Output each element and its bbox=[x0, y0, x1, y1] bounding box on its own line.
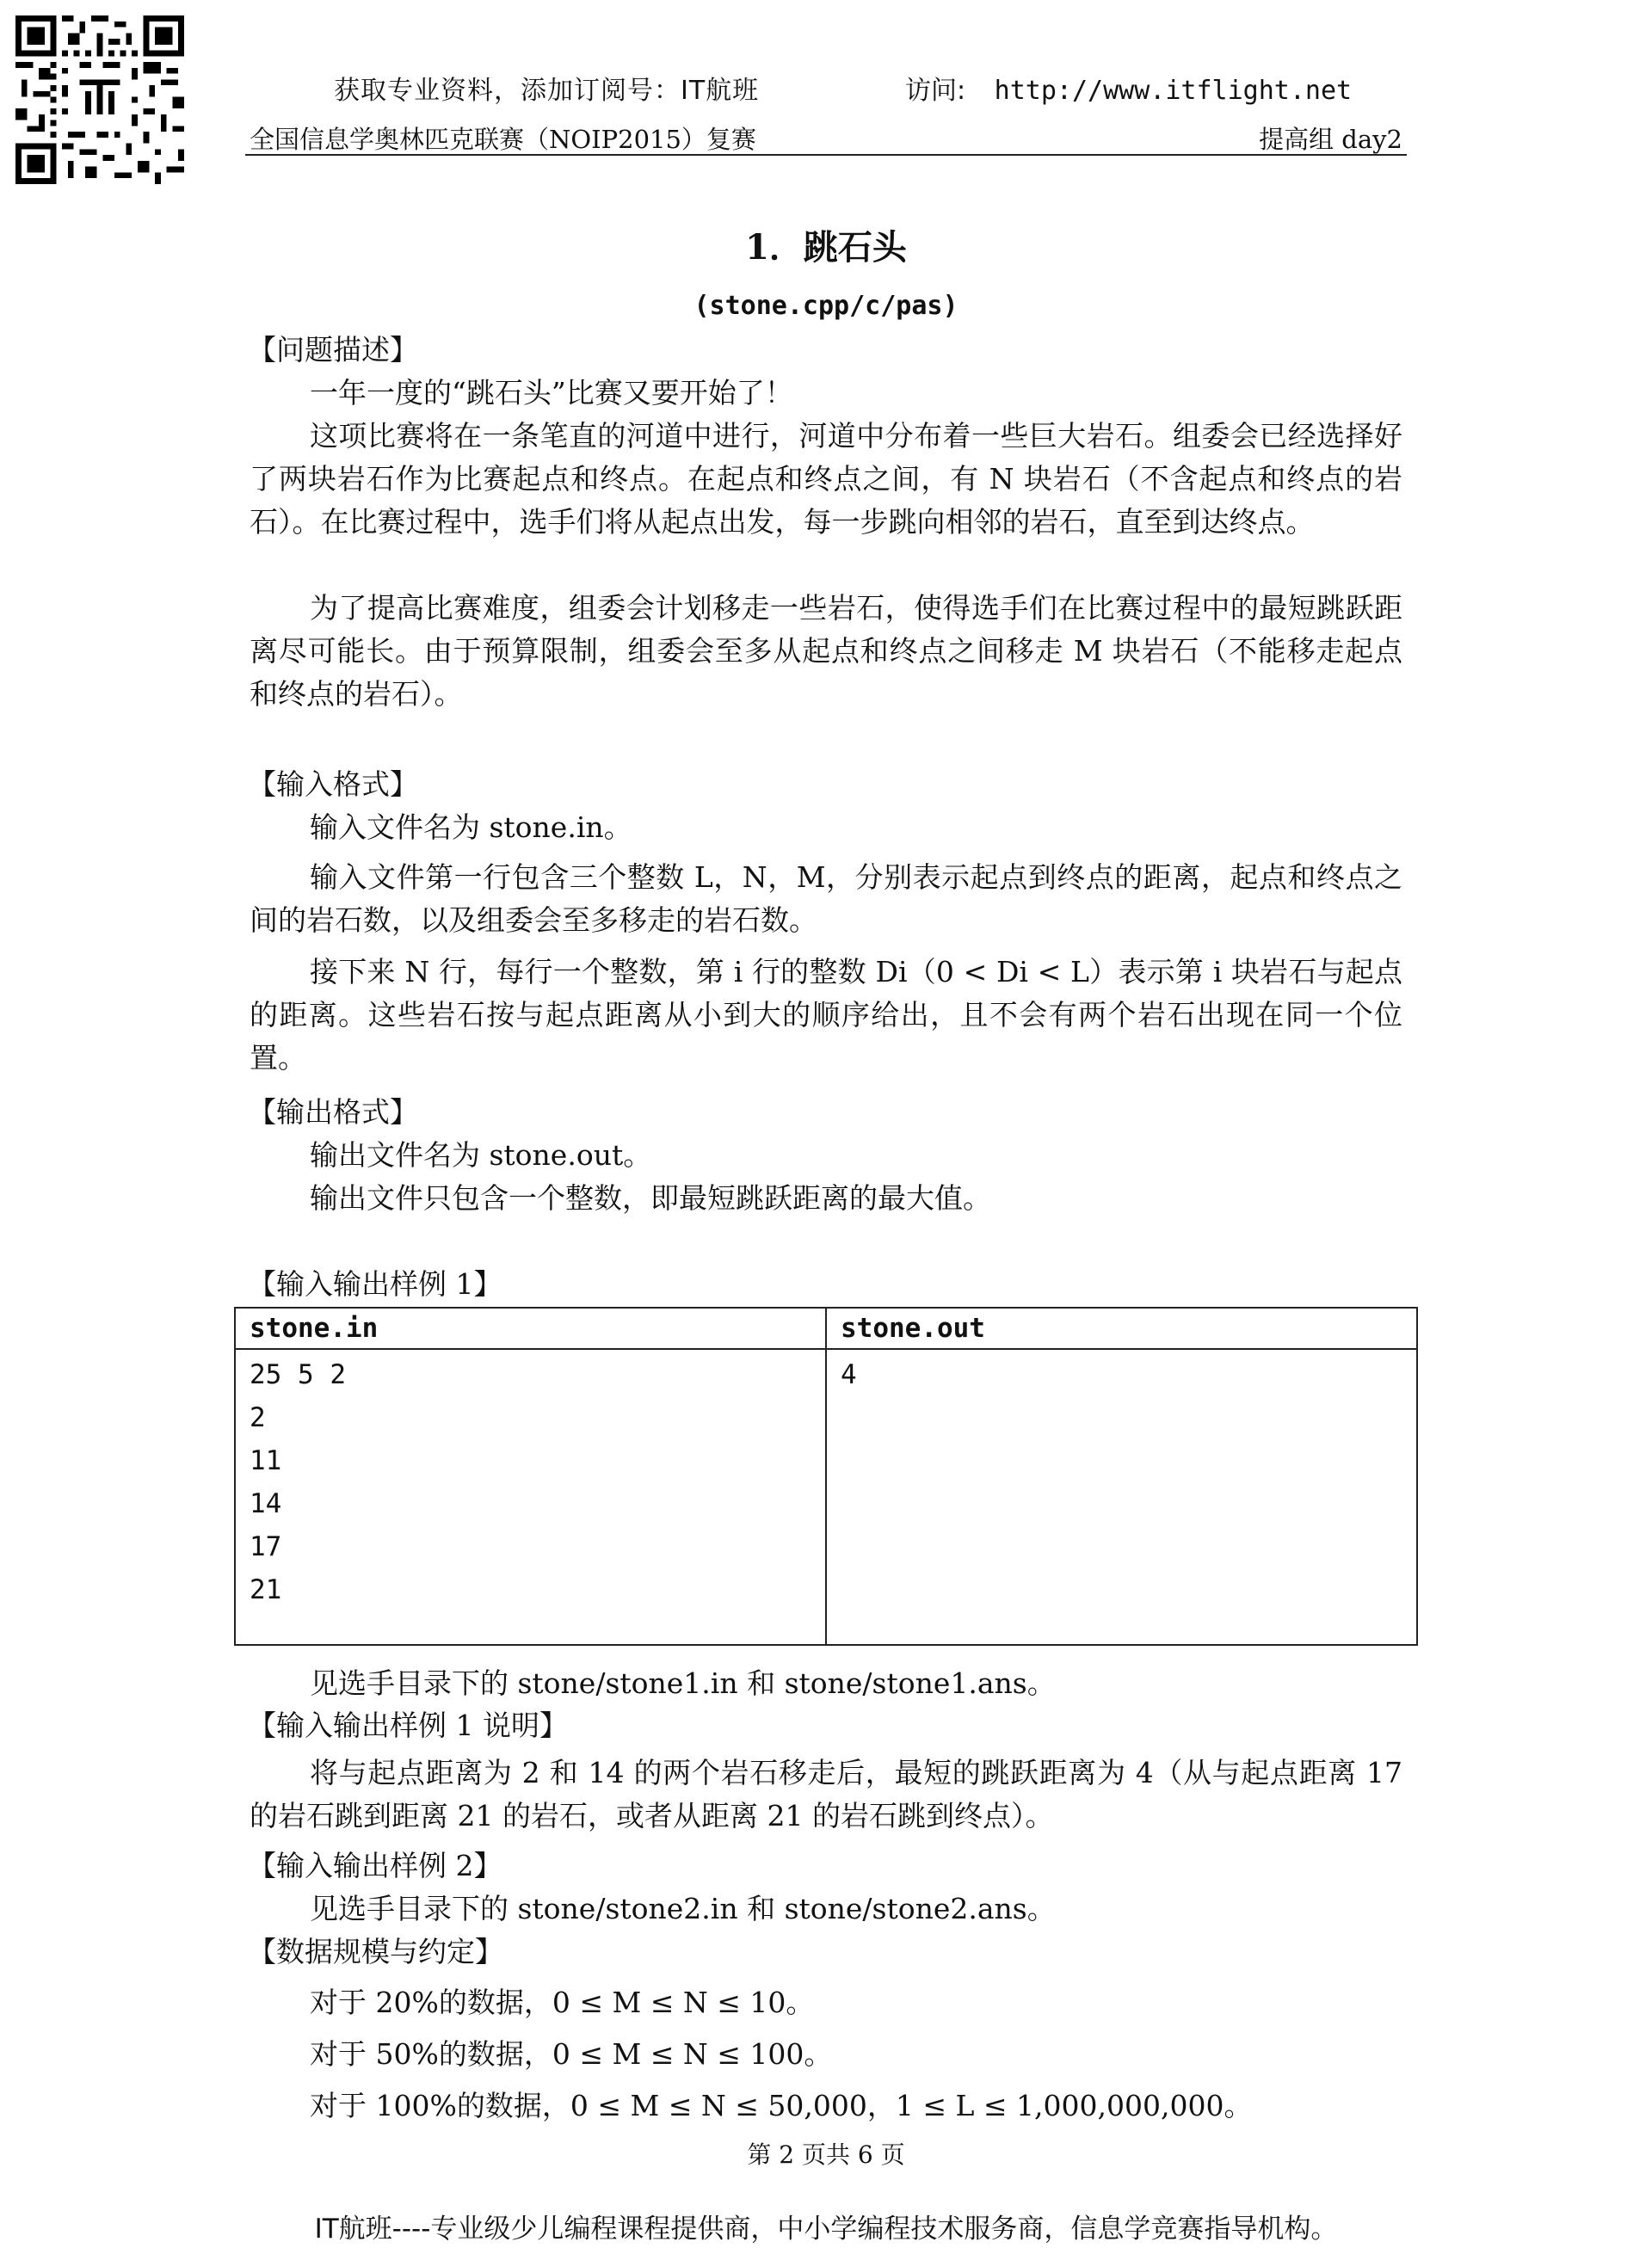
header-contest-name: 全国信息学奥林匹克联赛（NOIP2015）复赛 bbox=[250, 125, 756, 154]
input-para-1: 输入文件名为 stone.in。 bbox=[310, 810, 632, 844]
col-input-header: stone.in bbox=[235, 1308, 826, 1349]
promo-visit bbox=[905, 69, 1352, 107]
input-line: 25 5 2 bbox=[250, 1359, 346, 1390]
output-para-2: 输出文件只包含一个整数，即最短跳跃距离的最大值。 bbox=[310, 1181, 991, 1215]
sample2-note: 见选手目录下的 stone/stone2.in 和 stone/stone2.ans。 bbox=[310, 1892, 1056, 1925]
input-line: 17 bbox=[250, 1531, 282, 1562]
header-group-day: 提高组 day2 bbox=[1259, 125, 1402, 154]
header-divider bbox=[245, 154, 1407, 156]
page-number: 第 2 页共 6 页 bbox=[747, 2140, 905, 2169]
input-heading: 【输入格式】 bbox=[248, 767, 418, 801]
sample1-heading: 【输入输出样例 1】 bbox=[248, 1267, 502, 1301]
sample2-heading: 【输入输出样例 2】 bbox=[248, 1849, 502, 1882]
description-para-3: 为了提高比赛难度，组委会计划移走一些岩石，使得选手们在比赛过程中的最短跳跃距离尽可能长。由于预算限制，组委会至多从起点和终点之间移走 M 块岩石（不能移走起点和终点的岩石）。 bbox=[250, 591, 1402, 711]
input-line: 2 bbox=[250, 1402, 266, 1433]
output-heading: 【输出格式】 bbox=[248, 1095, 418, 1129]
promo-subscribe-text: 获取专业资料，添加订阅号：IT航班 bbox=[334, 76, 760, 106]
description-para-1: 一年一度的“跳石头”比赛又要开始了！ bbox=[310, 376, 793, 410]
description-para-2: 这项比赛将在一条笔直的河道中进行，河道中分布着一些巨大岩石。组委会已经选择好了两块岩石作为比赛起点和终点。在起点和终点之间，有 N 块岩石（不含起点和终点的岩石）。在比赛过程中，选手们将从起点出发，每一步跳向相邻的岩石，直至到达终点。 bbox=[250, 419, 1402, 539]
col-output-header: stone.out bbox=[826, 1308, 1417, 1349]
visit-label: 访问: bbox=[905, 76, 966, 106]
limits-line-2: 对于 50%的数据，0 ≤ M ≤ N ≤ 100。 bbox=[310, 2037, 833, 2071]
sample-output-cell bbox=[826, 1349, 1417, 1645]
output-line: 4 bbox=[841, 1359, 857, 1390]
sample1-explanation-heading: 【输入输出样例 1 说明】 bbox=[248, 1709, 568, 1742]
sample-input-cell bbox=[235, 1349, 826, 1645]
problem-filenames: (stone.cpp/c/pas) bbox=[693, 291, 959, 321]
input-line: 11 bbox=[250, 1445, 282, 1476]
visit-url-link[interactable]: http://www.itflight.net bbox=[994, 76, 1353, 106]
limits-line-3: 对于 100%的数据，0 ≤ M ≤ N ≤ 50,000，1 ≤ L ≤ 1,000,000,000。 bbox=[310, 2089, 1253, 2122]
input-para-3: 接下来 N 行，每行一个整数，第 i 行的整数 Di（0 < Di < L）表示第 i 块岩石与起点的距离。这些岩石按与起点距离从小到大的顺序给出，且不会有两个岩石出现在同一个位置。 bbox=[250, 955, 1402, 1075]
input-line: 14 bbox=[250, 1488, 282, 1519]
problem-title: 1．跳石头 bbox=[745, 227, 907, 268]
sample1-table bbox=[234, 1307, 1418, 1646]
qr-code-image bbox=[15, 15, 184, 184]
table-header-row bbox=[235, 1308, 1417, 1349]
footer-ad-text: IT航班----专业级少儿编程课程提供商，中小学编程技术服务商，信息学竞赛指导机构。 bbox=[314, 2214, 1338, 2245]
description-heading: 【问题描述】 bbox=[248, 333, 418, 366]
sample1-note: 见选手目录下的 stone/stone1.in 和 stone/stone1.ans。 bbox=[310, 1666, 1056, 1700]
input-para-2: 输入文件第一行包含三个整数 L，N，M，分别表示起点到终点的距离，起点和终点之间的岩石数，以及组委会至多移走的岩石数。 bbox=[250, 860, 1402, 937]
limits-heading: 【数据规模与约定】 bbox=[248, 1935, 503, 1968]
sample1-explanation: 将与起点距离为 2 和 14 的两个岩石移走后，最短的跳跃距离为 4（从与起点距离 17 的岩石跳到距离 21 的岩石，或者从距离 21 的岩石跳到终点）。 bbox=[250, 1756, 1402, 1832]
input-line: 21 bbox=[250, 1574, 282, 1605]
table-row bbox=[235, 1349, 1417, 1645]
output-para-1: 输出文件名为 stone.out。 bbox=[310, 1138, 652, 1172]
limits-line-1: 对于 20%的数据，0 ≤ M ≤ N ≤ 10。 bbox=[310, 1986, 815, 2019]
